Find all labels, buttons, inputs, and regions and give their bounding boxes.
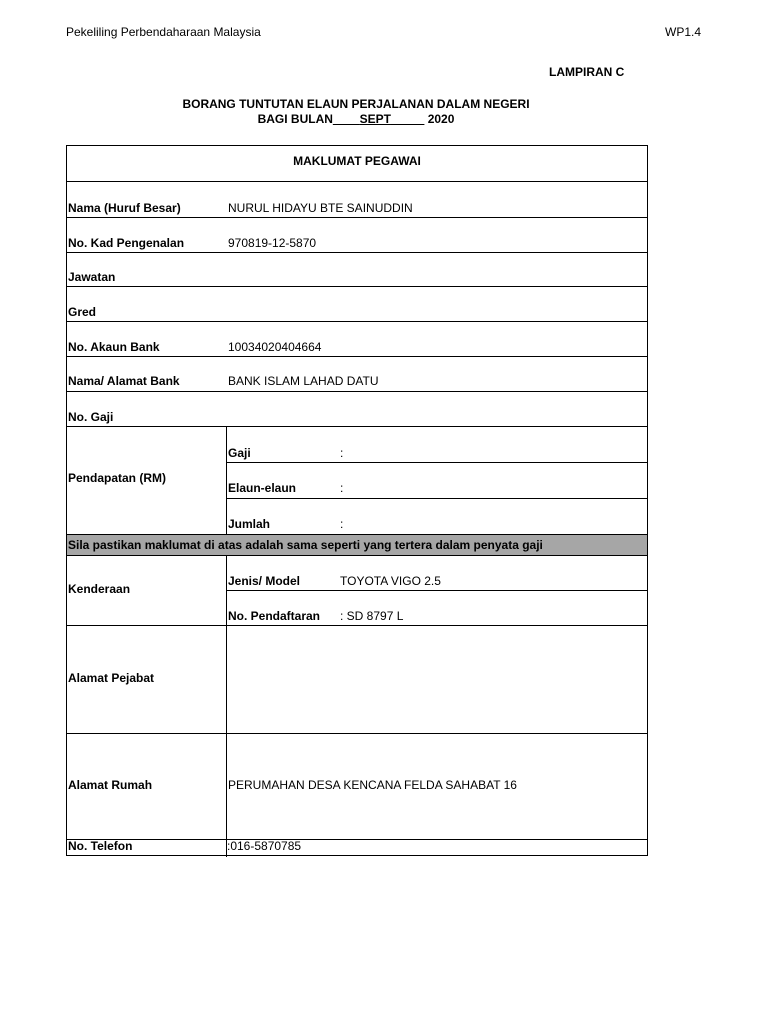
column-divider — [226, 556, 227, 857]
alamat-bank-label: Nama/ Alamat Bank — [68, 374, 180, 388]
elaun-colon: : — [340, 481, 344, 495]
month-blank-after: _____ — [390, 112, 425, 126]
jenis-model-value: TOYOTA VIGO 2.5 — [340, 574, 441, 588]
kad-pengenalan-value: 970819-12-5870 — [228, 236, 317, 250]
form-title: BORANG TUNTUTAN ELAUN PERJALANAN DALAM NEGERI — [182, 97, 530, 111]
row-divider — [67, 356, 647, 357]
kad-pengenalan-label: No. Kad Pengenalan — [68, 236, 185, 250]
row-divider — [67, 625, 647, 626]
notice-band — [67, 534, 647, 556]
gaji-colon: : — [340, 446, 344, 460]
row-divider — [67, 321, 647, 322]
row-divider — [67, 426, 647, 427]
row-divider — [67, 286, 647, 287]
akaun-bank-value: 10034020404664 — [228, 340, 322, 354]
no-pendaftaran-label: No. Pendaftaran — [228, 609, 321, 623]
gred-label: Gred — [68, 305, 97, 319]
document-header-right: WP1.4 — [665, 25, 702, 39]
row-divider — [67, 733, 647, 734]
telefon-label: No. Telefon — [68, 839, 133, 853]
row-divider — [67, 391, 647, 392]
row-divider — [67, 839, 647, 840]
lampiran-label: LAMPIRAN C — [549, 65, 625, 79]
akaun-bank-label: No. Akaun Bank — [68, 340, 160, 354]
month-value: SEPT — [359, 112, 391, 126]
nama-label: Nama (Huruf Besar) — [68, 201, 181, 215]
telefon-value: :016-5870785 — [227, 839, 302, 853]
row-divider — [67, 252, 647, 253]
form-subtitle — [0, 112, 712, 126]
maklumat-pegawai-form — [66, 145, 648, 856]
document-header-left: Pekeliling Perbendaharaan Malaysia — [66, 25, 261, 39]
year-value: 2020 — [427, 112, 455, 126]
kenderaan-label: Kenderaan — [68, 582, 131, 596]
sub-row-divider — [226, 590, 647, 591]
jumlah-label: Jumlah — [228, 517, 271, 531]
sub-row-divider — [226, 462, 647, 463]
jawatan-label: Jawatan — [68, 270, 116, 284]
alamat-pejabat-label: Alamat Pejabat — [68, 671, 155, 685]
sub-row-divider — [226, 498, 647, 499]
month-blank-before: ____ — [332, 112, 360, 126]
nama-value: NURUL HIDAYU BTE SAINUDDIN — [228, 201, 413, 215]
column-divider — [226, 426, 227, 534]
alamat-rumah-label: Alamat Rumah — [68, 778, 153, 792]
alamat-bank-value: BANK ISLAM LAHAD DATU — [228, 374, 379, 388]
alamat-rumah-value: PERUMAHAN DESA KENCANA FELDA SAHABAT 16 — [228, 778, 517, 792]
gaji-label: Gaji — [228, 446, 251, 460]
pendapatan-label: Pendapatan (RM) — [68, 471, 167, 485]
row-divider — [67, 181, 647, 182]
row-divider — [67, 217, 647, 218]
month-prefix: BAGI BULAN — [257, 112, 333, 126]
notice-text: Sila pastikan maklumat di atas adalah sama seperti yang tertera dalam penyata gaji — [68, 538, 543, 552]
jenis-model-label: Jenis/ Model — [228, 574, 301, 588]
elaun-label: Elaun-elaun — [228, 481, 297, 495]
no-pendaftaran-value: : SD 8797 L — [340, 609, 404, 623]
section-header: MAKLUMAT PEGAWAI — [293, 154, 421, 168]
no-gaji-label: No. Gaji — [68, 410, 114, 424]
jumlah-colon: : — [340, 517, 344, 531]
